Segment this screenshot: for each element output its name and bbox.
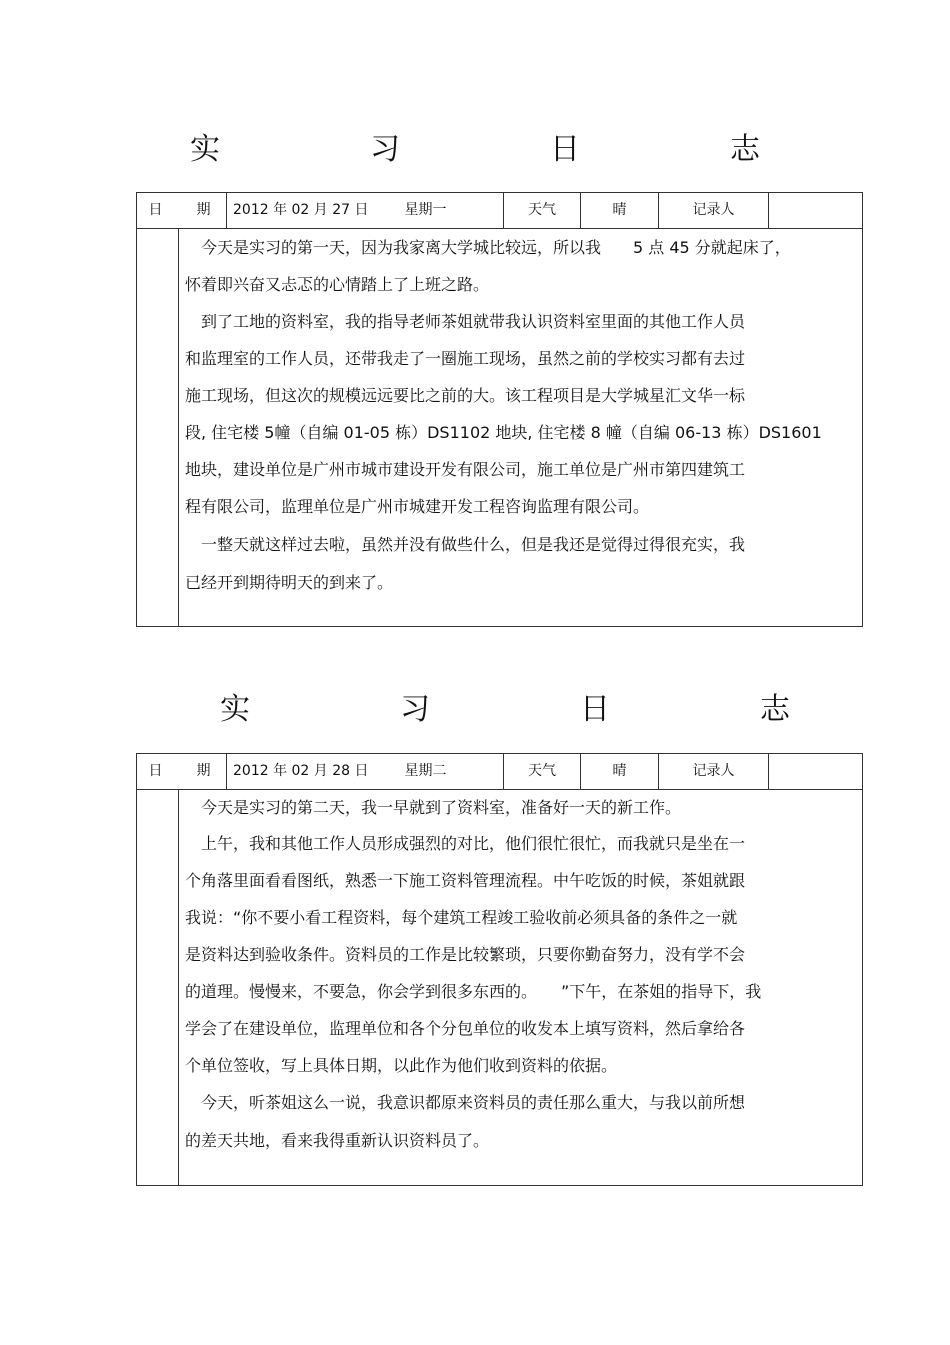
body-line: 施工现场，但这次的规模远远要比之前的大。该工程项目是大学城星汇文华一标: [185, 386, 746, 405]
recorder-label: 记录人: [659, 193, 769, 228]
log-table: [136, 753, 863, 1186]
body-line: 段, 住宅楼 5幢（自编 01-05 栋）DS1102 地块, 住宅楼 8 幢（自编 06-13 栋）DS1601: [185, 423, 822, 442]
body-line: 的差天共地，看来我得重新认识资料员了。: [185, 1131, 490, 1150]
log-table: [136, 192, 863, 627]
body-line: 上午，我和其他工作人员形成强烈的对比，他们很忙很忙，而我就只是坐在一: [185, 834, 746, 853]
body-line: 今天，听茶姐这么一说，我意识都原来资料员的责任那么重大，与我以前所想: [185, 1093, 746, 1112]
body-line: 个单位签收，写上具体日期，以此作为他们收到资料的依据。: [185, 1056, 618, 1075]
body-line: 到了工地的资料室，我的指导老师茶姐就带我认识资料室里面的其他工作人员: [185, 312, 746, 331]
date-value: 2012 年 02 月 28 日: [233, 763, 369, 779]
body-line: 是资料达到验收条件。资料员的工作是比较繁琐，只要你勤奋努力，没有学不会: [185, 945, 746, 964]
weather-value: 晴: [581, 193, 659, 228]
recorder-value: [769, 193, 863, 228]
margin-column: [178, 790, 179, 1185]
body-line: 的道理。慢慢来，不要急，你会学到很多东西的。 ”下午，在茶姐的指导下，我: [185, 982, 762, 1001]
log-body: [185, 229, 858, 626]
body-line: 今天是实习的第二天，我一早就到了资料室，准备好一天的新工作。: [185, 798, 682, 817]
body-line: 已经开到期待明天的到来了。: [185, 573, 394, 592]
log-title: 实 习 日 志: [220, 692, 850, 727]
recorder-value: [769, 754, 863, 789]
log-body: [185, 790, 858, 1185]
weather-label: 天气: [504, 754, 581, 789]
date-label: 日 期: [137, 754, 227, 789]
body-line: 一整天就这样过去啦，虽然并没有做些什么，但是我还是觉得过得很充实，我: [185, 535, 746, 554]
weather-label: 天气: [504, 193, 581, 228]
body-line: 个角落里面看看图纸，熟悉一下施工资料管理流程。中午吃饭的时候，茶姐就跟: [185, 871, 746, 890]
date-cell: [227, 754, 504, 789]
weekday: 星期二: [404, 763, 447, 779]
body-line: 学会了在建设单位，监理单位和各个分包单位的收发本上填写资料，然后拿给各: [185, 1019, 746, 1038]
date-cell: [227, 193, 504, 228]
body-line: 地块，建设单位是广州市城市建设开发有限公司，施工单位是广州市第四建筑工: [185, 460, 746, 479]
body-line: 今天是实习的第一天，因为我家离大学城比较远，所以我 5 点 45 分就起床了，: [185, 238, 791, 257]
date-value: 2012 年 02 月 27 日: [233, 202, 369, 218]
weather-value: 晴: [581, 754, 659, 789]
recorder-label: 记录人: [659, 754, 769, 789]
margin-column: [178, 229, 179, 626]
log-title: 实 习 日 志: [190, 132, 820, 167]
log-header-row: [137, 754, 862, 790]
body-line: 我说：“你不要小看工程资料，每个建筑工程竣工验收前必须具备的条件之一就: [185, 908, 738, 927]
body-line: 程有限公司，监理单位是广州市城建开发工程咨询监理有限公司。: [185, 497, 650, 516]
weekday: 星期一: [404, 202, 447, 218]
date-label: 日 期: [137, 193, 227, 228]
body-line: 和监理室的工作人员，还带我走了一圈施工现场，虽然之前的学校实习都有去过: [185, 349, 746, 368]
log-header-row: [137, 193, 862, 229]
body-line: 怀着即兴奋又忐忑的心情踏上了上班之路。: [185, 275, 490, 294]
